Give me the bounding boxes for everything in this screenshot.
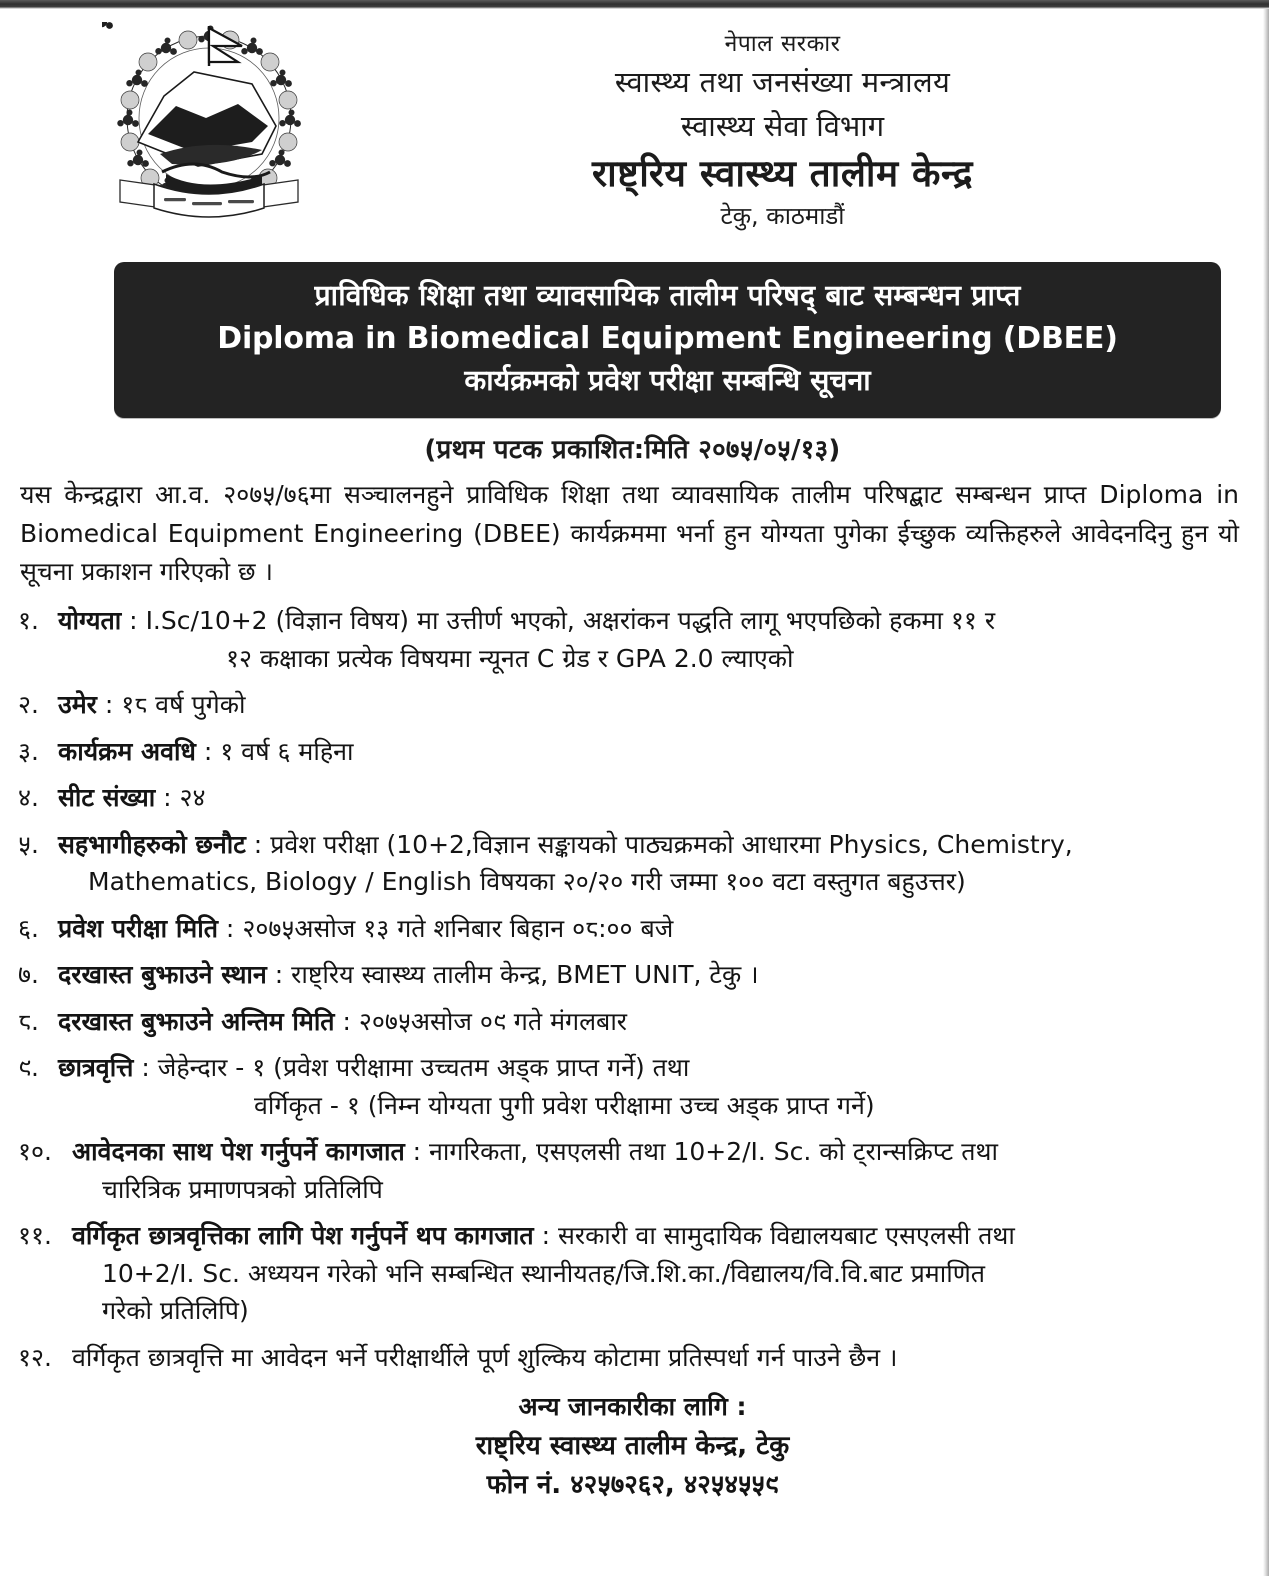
- item-line-1: I.Sc/10+2 (विज्ञान विषय) मा उत्तीर्ण भएको, अक्षरांकन पद्धति लागू भएपछिको हकमा ११ र: [145, 606, 996, 636]
- list-item: [18, 779, 1241, 817]
- item-line-1: सरकारी वा सामुदायिक विद्यालयबाट एसएलसी तथा: [557, 1221, 1015, 1251]
- requirements-list: [18, 602, 1241, 1376]
- banner-line-affiliation: प्राविधिक शिक्षा तथा व्यावसायिक तालीम परिषद् बाट सम्बन्धन प्राप्त: [314, 279, 1021, 312]
- item-label: आवेदनका साथ पेश गर्नुपर्ने कागजात: [72, 1137, 405, 1167]
- item-number: ७.: [18, 960, 39, 990]
- item-line-1: वर्गिकृत छात्रवृत्ति मा आवेदन भर्ने परीक्षार्थीले पूर्ण शुल्किय कोटामा प्रतिस्पर्धा गर्न पाउने छैन ।: [72, 1342, 898, 1372]
- list-item: [18, 1339, 1241, 1377]
- item-line-2: चारित्रिक प्रमाणपत्रको प्रतिलिपि: [102, 1174, 383, 1204]
- list-item: [18, 956, 1241, 994]
- item-line-2: वर्गिकृत - १ (निम्न योग्यता पुगी प्रवेश परीक्षामा उच्च अड्क प्राप्त गर्ने): [254, 1090, 875, 1120]
- item-line-1: १ वर्ष ६ महिना: [220, 736, 354, 766]
- item-text: [58, 779, 1241, 817]
- item-separator: :: [133, 1053, 158, 1083]
- item-separator: :: [404, 1137, 430, 1167]
- org-line-center: राष्ट्रिय स्वास्थ्य तालीम केन्द्र: [591, 151, 974, 195]
- item-text: [58, 826, 1241, 901]
- org-line-ministry: स्वास्थ्य तथा जनसंख्या मन्त्रालय: [614, 65, 951, 100]
- item-text: [58, 1049, 1241, 1124]
- item-line-2: Mathematics, Biology / English विषयका २०/२० गरी जम्मा १०० वटा वस्तुगत बहुउत्तर): [88, 867, 966, 897]
- list-item: [18, 1217, 1241, 1330]
- item-separator: :: [266, 960, 292, 990]
- item-line-1: जेहेन्दार - १ (प्रवेश परीक्षामा उच्चतम अड्क प्राप्त गर्ने) तथा: [157, 1053, 690, 1083]
- item-label: उमेर: [58, 690, 97, 720]
- item-separator: :: [334, 1006, 359, 1036]
- item-label: प्रवेश परीक्षा मिति: [58, 913, 218, 943]
- item-line-1: २०७५असोज १३ गते शनिबार बिहान ०८:०० बजे: [242, 913, 674, 943]
- list-item: [18, 733, 1241, 771]
- item-line-1: राष्ट्रिय स्वास्थ्य तालीम केन्द्र, BMET UNIT, टेकु ।: [291, 960, 759, 990]
- item-separator: :: [533, 1221, 558, 1251]
- list-item: [18, 1003, 1241, 1041]
- item-text: [58, 733, 1241, 771]
- item-text: [58, 1003, 1241, 1041]
- item-separator: :: [121, 606, 146, 636]
- banner-line-subject: कार्यक्रमको प्रवेश परीक्षा सम्बन्धि सूचना: [464, 364, 871, 398]
- publication-date: (प्रथम पटक प्रकाशित:मिति २०७५/०५/१३): [424, 434, 841, 465]
- list-item: [18, 602, 1241, 677]
- item-number: ६.: [18, 913, 39, 943]
- organization-heading: [314, 28, 1251, 232]
- item-number: ४.: [18, 783, 39, 813]
- item-line-1: प्रवेश परीक्षा (10+2,विज्ञान सङ्कायको पाठ्यक्रमको आधारमा Physics, Chemistry,: [270, 829, 1073, 859]
- item-separator: :: [195, 736, 221, 766]
- item-line-2: 10+2/I. Sc. अध्ययन गरेको भनि सम्बन्धित स्थानीयतह/जि.शि.का./विद्यालय/वि.वि.बाट प्रमाणित: [102, 1258, 986, 1288]
- document-footer: [14, 1388, 1251, 1505]
- item-label: योग्यता: [58, 606, 122, 636]
- item-label: कार्यक्रम अवधि: [58, 736, 196, 766]
- org-line-address: टेकु, काठमाडौं: [720, 201, 845, 230]
- item-number: १.: [18, 606, 39, 636]
- org-line-government: नेपाल सरकार: [724, 31, 841, 57]
- item-label: दरखास्त बुझाउने स्थान: [58, 960, 267, 990]
- item-text: [58, 602, 1241, 677]
- item-label: सहभागीहरुको छनौट: [58, 829, 246, 859]
- list-item: [18, 826, 1241, 901]
- list-item: [18, 1133, 1241, 1208]
- item-separator: :: [155, 783, 180, 813]
- item-text: [72, 1339, 1241, 1377]
- item-line-1: २०७५असोज ०९ गते मंगलबार: [358, 1006, 628, 1036]
- banner-line-program: Diploma in Biomedical Equipment Engineering (DBEE): [217, 321, 1118, 357]
- item-label: सीट संख्या: [58, 783, 156, 813]
- item-number: ११.: [18, 1221, 52, 1251]
- item-number: १२.: [18, 1342, 52, 1372]
- item-separator: :: [245, 829, 271, 859]
- item-line-1: नागरिकता, एसएलसी तथा 10+2/I. Sc. को ट्रान्सक्रिप्ट तथा: [429, 1137, 998, 1167]
- item-label: वर्गिकृत छात्रवृत्तिका लागि पेश गर्नुपर्ने थप कागजात: [72, 1221, 534, 1251]
- item-number: ८.: [18, 1006, 39, 1036]
- list-item: [18, 1049, 1241, 1124]
- item-number: ५.: [18, 829, 39, 859]
- item-text: [58, 956, 1241, 994]
- list-item: [18, 910, 1241, 948]
- item-separator: :: [96, 690, 122, 720]
- list-item: [18, 686, 1241, 724]
- title-banner: [114, 262, 1221, 418]
- item-line-2: १२ कक्षाका प्रत्येक विषयमा न्यूनत C ग्रेड र GPA 2.0 ल्याएको: [226, 643, 794, 673]
- item-number: ९.: [18, 1053, 39, 1083]
- item-line-3: गरेको प्रतिलिपि): [102, 1296, 249, 1326]
- item-line-1: २४: [179, 783, 206, 813]
- item-text: [58, 686, 1241, 724]
- item-text: [58, 910, 1241, 948]
- item-text: [72, 1217, 1241, 1330]
- item-text: [72, 1133, 1241, 1208]
- item-number: १०.: [18, 1137, 52, 1167]
- footer-office-name: राष्ट्रिय स्वास्थ्य तालीम केन्द्र, टेकु: [475, 1430, 790, 1461]
- item-label: छात्रवृत्ति: [58, 1053, 134, 1083]
- item-number: ३.: [18, 736, 39, 766]
- item-number: २.: [18, 690, 39, 720]
- item-line-1: १८ वर्ष पुगेको: [121, 690, 246, 720]
- document-header: [14, 14, 1251, 258]
- org-line-department: स्वास्थ्य सेवा विभाग: [680, 108, 885, 143]
- nepal-government-emblem-icon: [102, 22, 316, 227]
- intro-paragraph: यस केन्द्रद्वारा आ.व. २०७५/७६मा सञ्चालनहुने प्राविधिक शिक्षा तथा व्यावसायिक तालीम परिषद्बाट सम्बन्धन प्राप्त Diploma in Biomedical Equipment Engineering (DBEE) कार्यक्रममा भर्ना हुन योग्यता पुगेका ईच्छुक व्यक्तिहरुले आवेदनदिनु हुन यो सूचना प्रकाशन गरिएको छ ।: [20, 479, 1239, 587]
- item-separator: :: [217, 913, 243, 943]
- footer-more-info: अन्य जानकारीका लागि :: [518, 1392, 747, 1422]
- item-label: दरखास्त बुझाउने अन्तिम मिति: [58, 1006, 335, 1036]
- footer-phone: फोन नं. ४२५७२६२, ४२५४५५९: [486, 1469, 779, 1500]
